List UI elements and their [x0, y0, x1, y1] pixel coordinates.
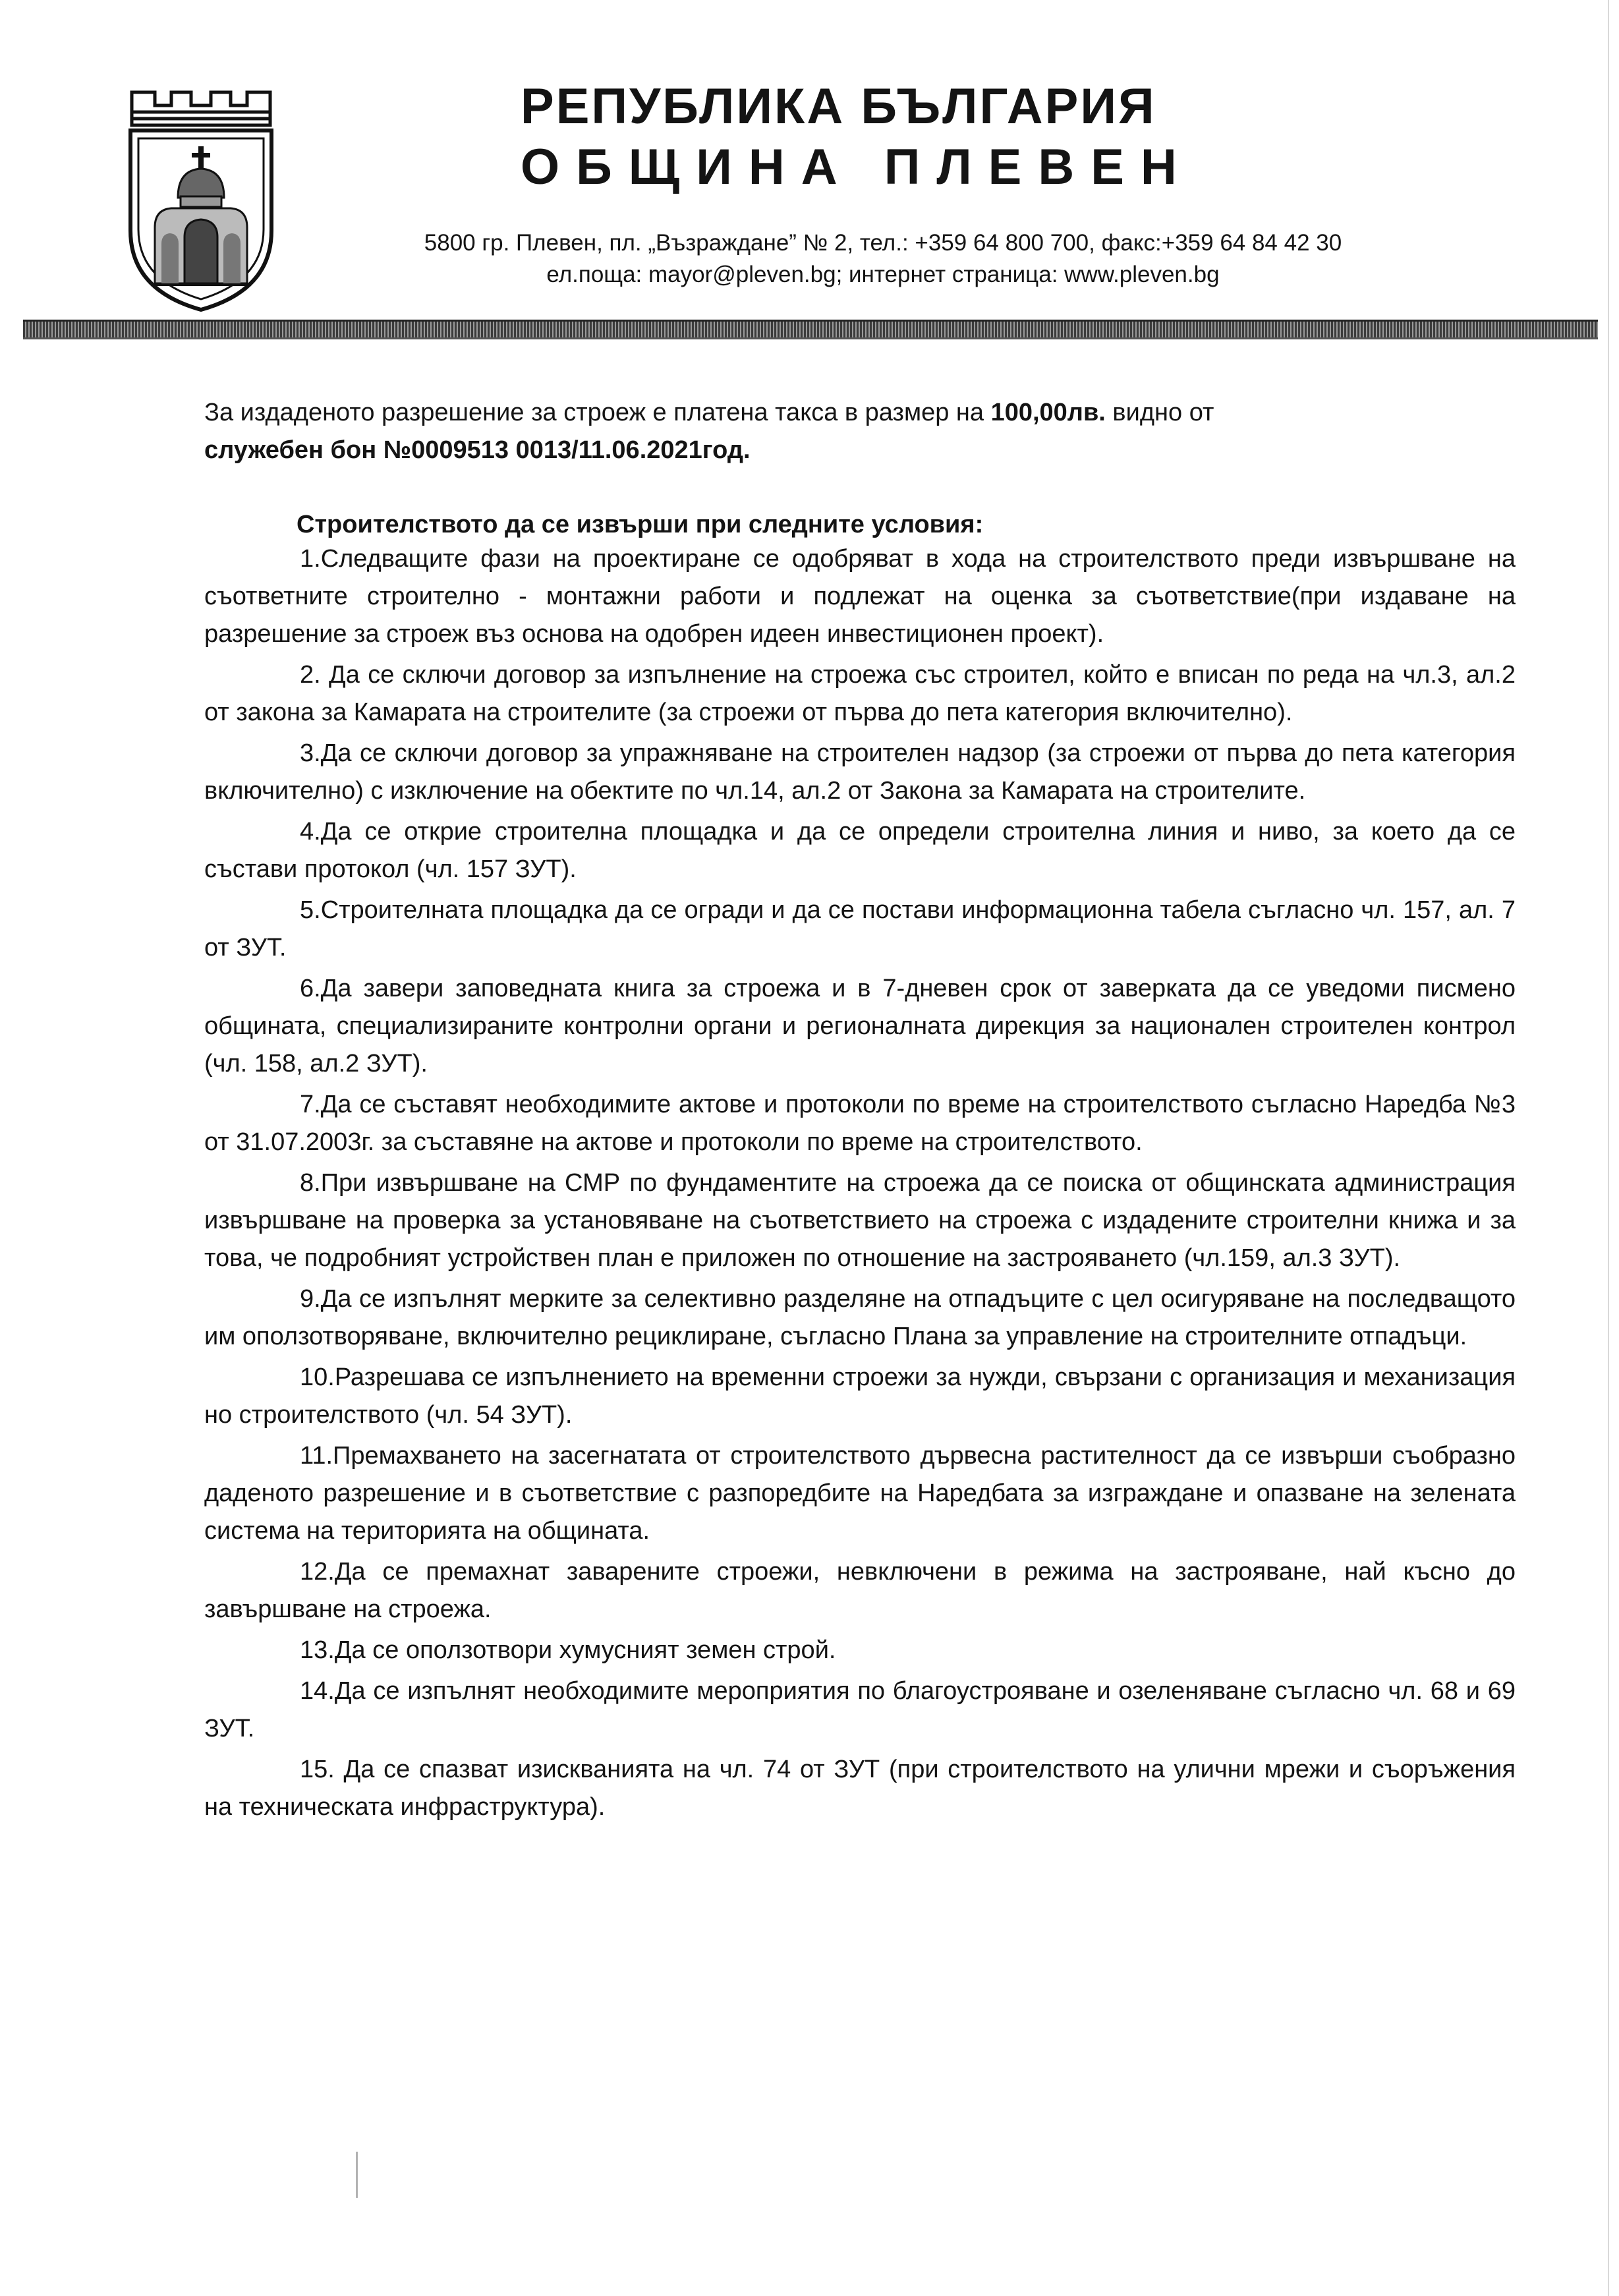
condition-item: 13.Да се оползотвори хумусният земен строй.: [300, 1636, 836, 1664]
page-subtitle: ОБЩИНА ПЛЕВЕН: [521, 139, 1193, 195]
condition-item: 1.Следващите фази на проектиране се одобряват в хода на строителството преди извършване на съответните строително - монтажни работи и подлежат на оценка за съответствие(при издаване на разрешение за строеж въз основа на одобрен идеен инвестиционен проект).: [204, 545, 1516, 648]
header-divider: [23, 320, 1598, 339]
scan-speck: [356, 2152, 358, 2198]
contact-email-web: ел.поща: mayor@pleven.bg; интернет страница: www.pleven.bg: [546, 262, 1220, 287]
pleven-coat-of-arms-icon: [125, 86, 277, 313]
condition-item: 4.Да се открие строителна площадка и да се определи строителна линия и ниво, за което да се състави протокол (чл. 157 ЗУТ).: [204, 818, 1516, 883]
conditions-heading: Строителството да се извърши при следните условия:: [297, 511, 984, 538]
condition-item: 6.Да завери заповедната книга за строежа и в 7-дневен срок от заверката да се уведоми писмено общината, специализираните контролни органи и регионалната дирекция за национален строителен контрол (чл. 158, ал.2 ЗУТ).: [204, 975, 1516, 1077]
receipt-number: служебен бон №0009513 0013/11.06.2021год.: [204, 436, 751, 464]
contact-info: [290, 227, 1476, 291]
condition-item: 2. Да се сключи договор за изпълнение на строежа със строител, който е вписан по реда на чл.3, ал.2 от закона за Камарата на строителите (за строежи от първа до пета категория включително).: [204, 661, 1516, 726]
page-title: РЕПУБЛИКА БЪЛГАРИЯ: [521, 78, 1156, 134]
condition-item: 9.Да се изпълнят мерките за селективно разделяне на отпадъците с цел осигуряване на последващото им оползотворяване, включително рециклиране, съгласно Плана за управление на строителните отпадъци.: [204, 1285, 1516, 1350]
scan-speck: [1608, 0, 1609, 2296]
condition-item: 15. Да се спазват изискванията на чл. 74 от ЗУТ (при строителството на улични мрежи и съоръжения на техническата инфраструктура).: [204, 1756, 1516, 1821]
condition-item: 14.Да се изпълнят необходимите мероприятия по благоустрояване и озеленяване съгласно чл. 68 и 69 ЗУТ.: [204, 1677, 1516, 1742]
condition-item: 11.Премахването на засегнатата от строителството дървесна растителност да се извърши съобразно даденото разрешение и в съответствие с разпоредбите на Наредбата за изграждане и опазване на зелената система на територията на общината.: [204, 1442, 1516, 1545]
fee-text-middle: видно от: [1105, 399, 1214, 426]
condition-item: 5.Строителната площадка да се огради и да се постави информационна табела съгласно чл. 157, ал. 7 от ЗУТ.: [204, 896, 1516, 961]
condition-item: 10.Разрешава се изпълнението на временни строежи за нужди, свързани с организация и механизация но строителството (чл. 54 ЗУТ).: [204, 1363, 1516, 1429]
fee-text: За издаденото разрешение за строеж е платена такса в размер на: [204, 399, 991, 426]
condition-item: 12.Да се премахнат заварените строежи, невключени в режима на застрояване, най късно до завършване на строежа.: [204, 1558, 1516, 1623]
conditions-list: [204, 540, 1516, 1829]
contact-address: 5800 гр. Плевен, пл. „Възраждане” № 2, тел.: +359 64 800 700, факс:+359 64 84 42 30: [424, 230, 1342, 256]
condition-item: 8.При извършване на СМР по фундаментите на строежа да се поиска от общинската администрация извършване на проверка за установяване на съответствието на строежа с издадените строителни книжа и за това, че подробният устройствен план е приложен по отношение на застрояването (чл.159, ал.3 ЗУТ).: [204, 1169, 1516, 1272]
condition-item: 7.Да се съставят необходимите актове и протоколи по време на строителството съгласно Наредба №3 от 31.07.2003г. за съставяне на актове и протоколи по време на строителството.: [204, 1091, 1516, 1156]
condition-item: 3.Да се сключи договор за упражняване на строителен надзор (за строежи от първа до пета категория включително) с изключение на обектите по чл.14, ал.2 от Закона за Камарата на строителите.: [204, 739, 1516, 805]
fee-paragraph: [204, 394, 1516, 469]
fee-amount: 100,00лв.: [990, 399, 1106, 426]
